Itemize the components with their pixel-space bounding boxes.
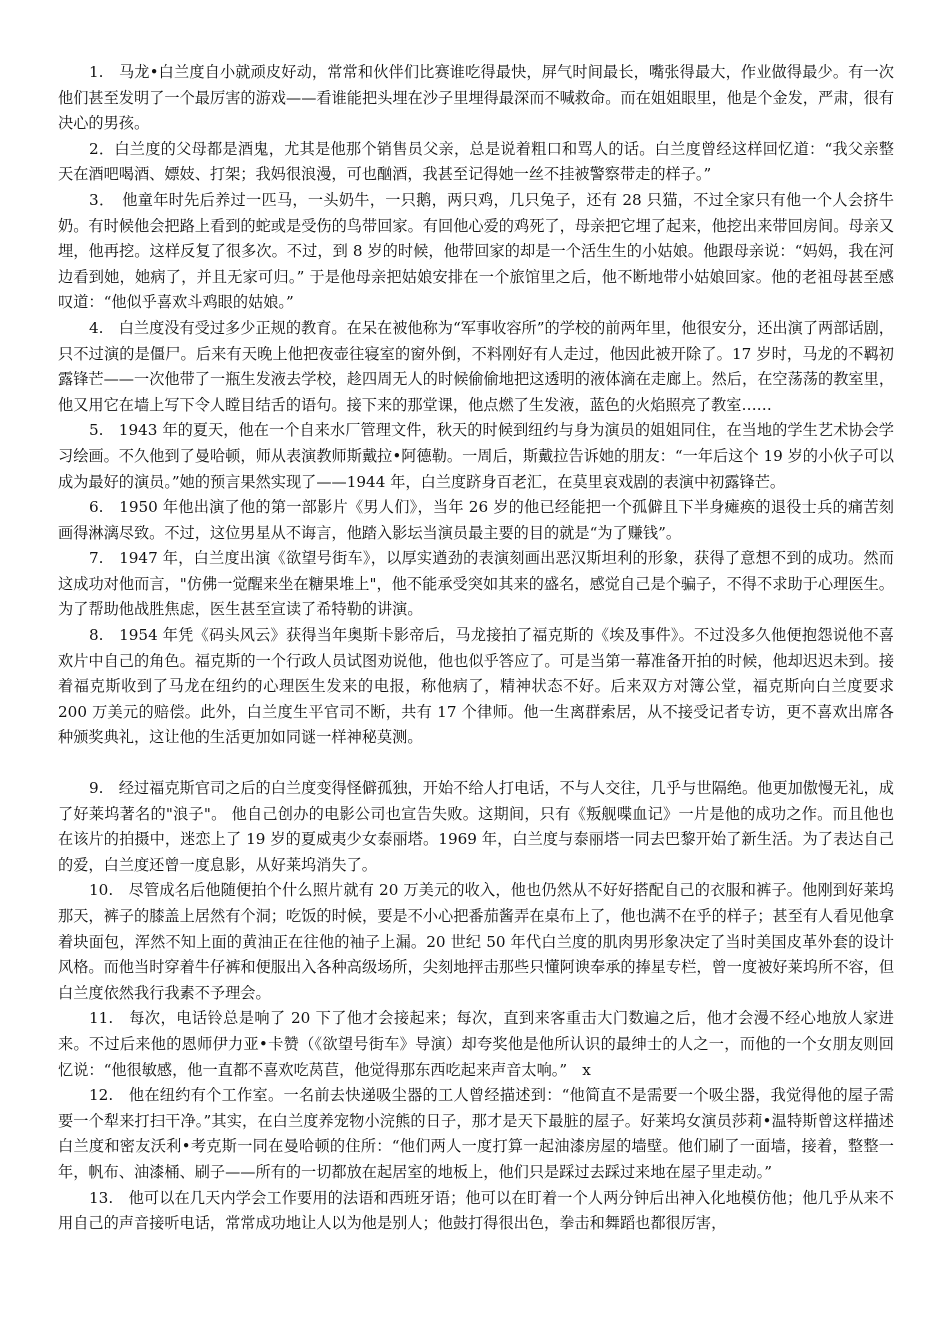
paragraph-13: 13. 他可以在几天内学会工作要用的法语和西班牙语；他可以在盯着一个人两分钟后出神入化地模仿他；他几乎从来不用自己的声音接听电话，常常成功地让人以为他是别人；他鼓打得很出色，拳击和舞蹈也都很厉害， <box>58 1188 894 1233</box>
paragraph-3: 3． 他童年时先后养过一匹马，一头奶牛，一只鹅，两只鸡，几只兔子，还有 28 只猫，不过全家只有他一个人会挤牛奶。有时候他会把路上看到的蛇或是受伤的鸟带回家。有回他心爱的鸡死了，母亲把它埋了起来，他挖出来带回房间。母亲又埋，他再挖。这样反复了很多次。不过，到 8 岁的时候，他带回家的却是一个活生生的小姑娘。他跟母亲说：“妈妈，我在河边看到她，她病了，并且无家可归。” 于是他母亲把姑娘安排在一个旅馆里之后，他不断地带小姑娘回家。他的老祖母甚至感叹道：“他似乎喜欢斗鸡眼的姑娘。” <box>58 190 894 312</box>
paragraph-12: 12. 他在纽约有个工作室。一名前去快递吸尘器的工人曾经描述到：“他简直不是需要一个吸尘器，我觉得他的屋子需要一个犁来打扫干净。”其实，在白兰度养宠物小浣熊的日子，那才是天下最脏的屋子。好莱坞女演员莎莉•温特斯曾这样描述白兰度和密友沃利•考克斯一同在曼哈顿的住所：“他们两人一度打算一起油漆房屋的墙壁。他们刷了一面墙，接着，整整一年，帆布、油漆桶、刷子——所有的一切都放在起居室的地板上，他们只是踩过去踩过来地在屋子里走动。” <box>58 1086 894 1181</box>
paragraph-11: 11. 每次，电话铃总是响了 20 下了他才会接起来；每次，直到来客重击大门数遍之后，他才会漫不经心地放人家进来。不过后来他的恩师伊力亚•卡赞（《欲望号街车》导演）却夸奖他是他所认识的最绅士的人之一，而他的一个女朋友则回忆说：“他很敏感，他一直都不喜欢吃莴苣，他觉得那东西吃起来声音太响。” x <box>58 1009 894 1079</box>
paragraph-1: 1. 马龙•白兰度自小就顽皮好动，常常和伙伴们比赛谁吃得最快，屏气时间最长，嘴张得最大，作业做得最少。有一次他们甚至发明了一个最厉害的游戏——看谁能把头埋在沙子里埋得最深而不喊救命。而在姐姐眼里，他是个金发，严肃，很有决心的男孩。 <box>58 63 894 133</box>
document-body <box>58 60 894 1237</box>
paragraph-4: 4. 白兰度没有受过多少正规的教育。在呆在被他称为“军事收容所”的学校的前两年里，他很安分，还出演了两部话剧，只不过演的是僵尸。后来有天晚上他把夜壶往寝室的窗外倒，不料刚好有人走过，他因此被开除了。17 岁时，马龙的不羁初露锋芒——一次他带了一瓶生发液去学校，趁四周无人的时候偷偷地把这透明的液体滴在走廊上。然后，在空荡荡的教室里，他又用它在墙上写下令人瞠目结舌的语句。接下来的那堂课，他点燃了生发液，蓝色的火焰照亮了教室…… <box>58 318 894 414</box>
paragraph-8: 8. 1954 年凭《码头风云》获得当年奥斯卡影帝后，马龙接拍了福克斯的《埃及事件》。不过没多久他便抱怨说他不喜欢片中自己的角色。福克斯的一个行政人员试图劝说他，他也似乎答应了。可是当第一幕准备开拍的时候，他却迟迟未到。接着福克斯收到了马龙在纽约的心理医生发来的电报，称他病了，精神状态不好。后来双方对簿公堂，福克斯向白兰度要求 200 万美元的赔偿。此外，白兰度生平官司不断，共有 17 个律师。他一生离群索居，从不接受记者专访，更不喜欢出席各种颁奖典礼，这让他的生活更加如同谜一样神秘莫测。 <box>58 626 894 747</box>
paragraph-6: 6. 1950 年他出演了他的第一部影片《男人们》，当年 26 岁的他已经能把一个孤僻且下半身瘫痪的退役士兵的痛苦刻画得淋漓尽致。不过，这位男星从不诲言，他踏入影坛当演员最主要的目的就是“为了赚钱”。 <box>58 498 894 542</box>
paragraph-5: 5. 1943 年的夏天，他在一个自来水厂管理文件，秋天的时候到纽约与身为演员的姐姐同住，在当地的学生艺术协会学习绘画。不久他到了曼哈顿，师从表演教师斯戴拉•阿德勒。一周后，斯戴拉告诉她的朋友：“一年后这个 19 岁的小伙子可以成为最好的演员。”她的预言果然实现了——1944 年，白兰度跻身百老汇，在莫里哀戏剧的表演中初露锋芒。 <box>58 421 894 491</box>
paragraph-7: 7. 1947 年，白兰度出演《欲望号街车》，以厚实遒劲的表演刻画出恶汉斯坦利的形象，获得了意想不到的成功。然而这成功对他而言，"仿佛一觉醒来坐在糖果堆上"，他不能承受突如其来的盛名，感觉自己是个骗子，不得不求助于心理医生。为了帮助他战胜焦虑，医生甚至宣读了希特勒的讲演。 <box>58 549 894 619</box>
paragraph-2: 2．白兰度的父母都是酒鬼，尤其是他那个销售员父亲，总是说着粗口和骂人的话。白兰度曾经这样回忆道：“我父亲整天在酒吧喝酒、嫖妓、打架；我妈很浪漫，可也酗酒，我甚至记得她一丝不挂被警察带走的样子。” <box>58 139 894 184</box>
paragraph-9: 9. 经过福克斯官司之后的白兰度变得怪僻孤独，开始不给人打电话，不与人交往，几乎与世隔绝。他更加傲慢无礼，成了好莱坞著名的"浪子"。 他自己创办的电影公司也宣告失败。这期间，只有《叛舰喋血记》一片是他的成功之作。而且他也在该片的拍摄中，迷恋上了 19 岁的夏威夷少女泰丽塔。1969 年，白兰度与泰丽塔一同去巴黎开始了新生活。为了表达自己的爱，白兰度还曾一度息影，从好莱坞消失了。 <box>58 779 894 874</box>
paragraph-10: 10. 尽管成名后他随便拍个什么照片就有 20 万美元的收入，他也仍然从不好好搭配自己的衣服和裤子。他刚到好莱坞那天，裤子的膝盖上居然有个洞；吃饭的时候，要是不小心把番茄酱弄在桌布上了，他也满不在乎的样子；甚至有人看见他拿着块面包，浑然不知上面的黄油正在往他的袖子上漏。20 世纪 50 年代白兰度的肌肉男形象决定了当时美国皮革外套的设计风格。而他当时穿着牛仔裤和便服出入各种高级场所，尖刻地抨击那些只懂阿谀奉承的捧星专栏，曾一度被好莱坞所不容，但白兰度依然我行我素不予理会。 <box>58 881 894 1002</box>
